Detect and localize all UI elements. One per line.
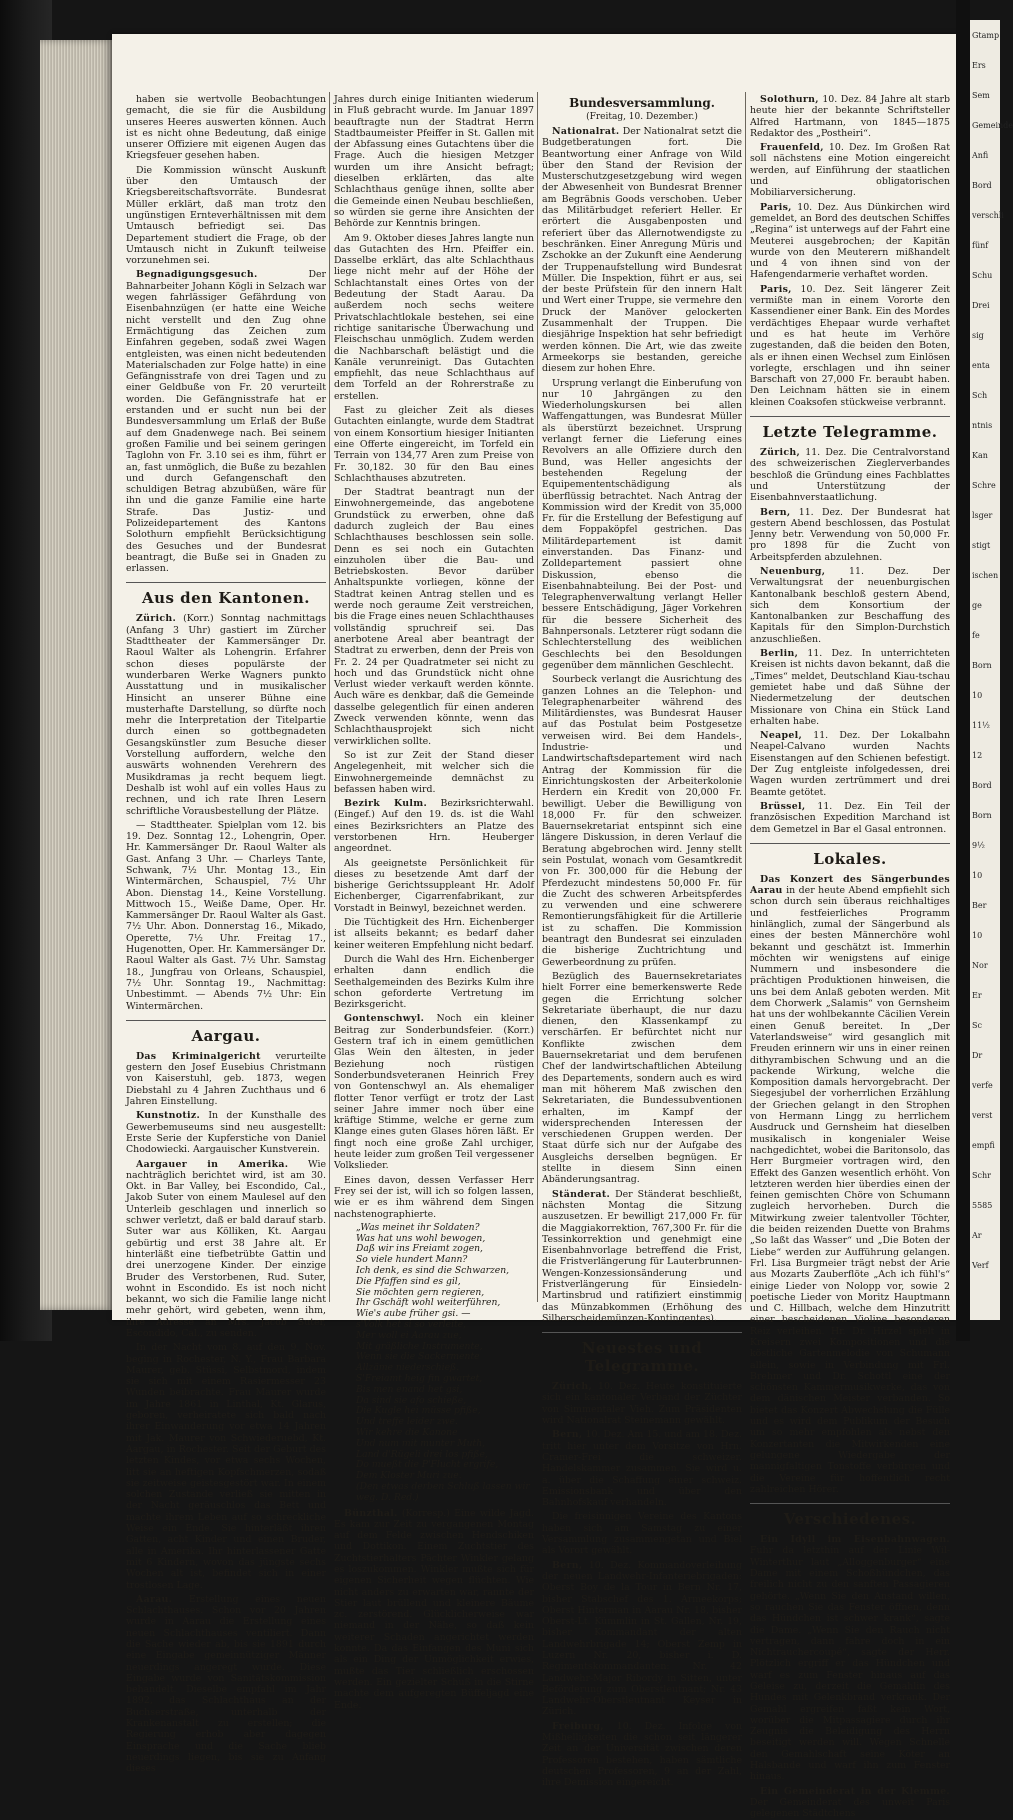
article-paragraph <box>126 613 326 816</box>
adjacent-page-fragment: Drei <box>972 301 990 310</box>
adjacent-page-fragment: 11½ <box>972 721 990 730</box>
column-4 <box>750 94 951 1820</box>
poem-verse: „Was meinet ihr Soldaten? Was hat uns wohl bewogen, Daß wir ins Freiamt zogen, So viele hundert Mann? Ich denk, es sind die Schwarzen, Die Pfaffen sind es gil, Sie möchten gern regieren, Ihr Gschäft wohl weiterführen, Wie's aube früher gsi. — s'Volk het si so verleite, Mer woll ei Aarau zue, Mit gräßliche Instrumente, Wenn sie die Sackermente Allzäme niederschieß. S'Freiamt heig fin gwartet, Bis men enand het gsi, Da sind sie afo schieße, Die Kugle hei müsse pfiße, Und treffe leider zwe. Wir kehre die Kanone Und num mit munter Muth, Land d'Rügeli drei los pfiße, Do mueßt die P'Flucht ergrife, Dem Kloster Muri zue. (Den etwas derben Schluß lassen wir weg. D. Red.) <box>356 1221 530 1503</box>
article-lead: Ständerat. <box>552 1188 611 1200</box>
article-lead: Brüssel, <box>760 800 806 812</box>
article-paragraph <box>750 730 950 798</box>
adjacent-page-fragment: Schu <box>972 271 993 280</box>
article-paragraph <box>750 1534 950 1783</box>
article-paragraph <box>542 126 742 375</box>
article-lead: Zürich, <box>552 1381 593 1393</box>
article-paragraph <box>750 1786 950 1820</box>
article-text: 10. Dez. 84 Jahre alt starb heute hier der bekannte Schriftsteller Alfred Hartmann, von 1845—1875 Redaktor des „Postheiri“. <box>750 94 950 139</box>
article-lead: Frauenfeld, <box>760 142 824 154</box>
article-paragraph <box>750 202 950 281</box>
article-lead: Freiburg, <box>552 1720 604 1732</box>
adjacent-page-fragment: ge <box>972 601 982 610</box>
article-paragraph <box>334 798 534 854</box>
article-paragraph <box>334 750 534 795</box>
article-paragraph <box>542 378 742 672</box>
article-text: 10. Dez. Kommandoverleihung der neuen Landwehr-Infanteriebrigaden: Oberst Boy de la Tour in Bern Nr. 17, bisher Stabschef des 1. Armeekorps; Oberst Hinterman in Aarau Nr. 18, bisher Oberst-Lt. Kümmlin in St. Gallen, Nr. 19, bisher Kommandant der alten Landwehrbrigade 14; Oberst Zemp in Luzern Nr. 20, bisher i. D. Regimentskommandanten: Nr. 42 Landwehr-Major Ribordy in Sitten, unter Beförderung zum Oberstleutnant; Nr. 43 Landwehr-Oberstleutnant Keyser in Zürich. <box>542 1559 742 1718</box>
article-text: Ursprung verlangt die Einberufung von nur 10 Jahrgängen zu den Wiederholungskursen bei allen Waffengattungen, was Bundesrat Müller als überstürzt bezeichnet. Ursprung verlangt ferner die Lieferung eines Revolvers an alle Offiziere durch den Bund, was Heller angesichts der bestehenden Regelung der Equipemententschädigung als überflüssig betrachtet. Nach Antrag der Kommission wird der Kredit von 35,000 Fr. für die Erstellung der Befestigung auf dem Foppaköpfel gestrichen. Das Militärdepartement ist damit einverstanden. Das Finanz- und Zolldepartement passiert ohne Diskussion, ebenso die Eisenbahnabteilung. Bei der Post- und Telegraphenverwaltung verlangt Heller bessere Entschädigung, Jäger Vorkehren für die bessere Sicherheit des Bahnpersonals. Letzterer rügt sodann die Schlechterstellung des weiblichen Geschlechts bei den Besoldungen gegenüber dem männlichen Geschlecht. <box>542 377 742 671</box>
adjacent-page-fragment: Schre <box>972 481 996 490</box>
right-gutter <box>956 0 970 1341</box>
section-heading: Neuestes und Telegramme. <box>542 1332 742 1375</box>
article-lead: Paris, <box>760 201 792 213</box>
article-paragraph <box>126 94 326 162</box>
article-text: Fuhr da letzthin auf der Linie Wil-Winterthur laut „Alloggenburger“ eine Dame mit einem Schoßhündchen, das freilich nicht zu den sanften Passagieren gehörte. „Wenn Sie den Anstand willen, so rauchen Sie das Fenster öffnen, denn das Hündchen ist schwer krank“, sagte die Dame. „Wenn Sie den Rauch nicht vertragen, dann fahre doch in ein Nichtrauchercoupé“, sagte der Herr. Plötzlich ergriff er das Hündchen und warf es zum Fenster hinaus auf das Geleise zu, derzeit die Gemahlin des Hundes mit Gelenkbrand verkrank. Der Gemahl ergreifen faßt kein Wort, worüber die Mitpassagiere durch ihr Zeugnis die Beleidigung des Herrn beseitigt werden will. Wegen Schnelle den Gemahlschaft seine Köter an Halsbande und warf ihn zum Fenster hinaus. <box>750 1545 950 1783</box>
article-paragraph <box>542 1721 742 1789</box>
column-rule <box>329 92 330 1302</box>
article-text: Die Tüchtigkeit des Hrn. Eichenberger ist allseits bekannt; es bedarf daher keiner weiteren Empfehlung nicht bedarf. <box>334 917 534 951</box>
article-text: 10. Dez. Am 15. und am 18. Dez. tritt hier unter dem Vorsitze von Hrn. Cramer-Frei die schweizer. Handelskammer zusammen. Sie wird u. a. über die Schaffung einer schweiz. Emissionsbank und über den Bahnhofskauf verhandeln. <box>542 1429 742 1509</box>
article-lead: Das Konzert des Sängerbundes Aarau <box>750 873 950 897</box>
adjacent-page-fragment: empfi <box>972 1141 995 1150</box>
article-dateline: (Freitag, 10. Dezember.) <box>586 112 698 122</box>
article-text: Bezirksrichterwahl. (Eingef.) Auf den 19. ds. ist die Wahl eines Bezirksrichters an Platze des verstorbenen Hrn. Heuberger angeordnet. <box>334 798 535 855</box>
article-text: 11. Dez. In unterrichteten Kreisen ist nichts davon bekannt, daß die „Times“ meldet, Deutschland Kiau-tschau gemietet habe und daß Sühne der Niedermetzelung der deutschen Missionare von China ein Stück Land erhalten habe. <box>750 648 950 727</box>
adjacent-page-edge <box>970 20 1013 1320</box>
adjacent-page-fragment: verst <box>972 1111 993 1120</box>
section-heading: Letzte Telegramme. <box>750 416 950 441</box>
adjacent-page-fragment: 10 <box>972 691 983 700</box>
adjacent-page-fragment: Verf <box>972 1261 989 1270</box>
article-text: Eines davon, dessen Verfasser Herr Frey sei der ist, will ich so folgen lassen, wie er es ihm während dem Singen nachstenographierte. <box>334 1174 534 1220</box>
article-paragraph <box>542 1560 742 1718</box>
article-text: Jahres durch einige Initianten wiederum in Fluß gebracht wurde. Im Januar 1897 beauftragte nun der Stadtrat Herrn Stadtbaumeister Pfeiffer in St. Gallen mit der Abfassung eines Gutachtens über die Frage. Auch die hiesigen Metzger wurden um ihre Ansicht befragt; dieselben erklärten, das alte Schlachthaus genüge ihnen, sollte aber die Gemeinde einen Neubau beschließen, so würden sie gerne ihre Ansichten der Behörde zur Kenntnis bringen. <box>334 94 534 230</box>
adjacent-page-fragment: 10 <box>972 871 983 880</box>
article-text: In der Kunsthalle des Gewerbemuseums sind neu ausgestellt: Erste Serie der Kupferstiche von Daniel Chodowiecki. Aargauischer Kunstverein. <box>126 1110 327 1156</box>
article-paragraph <box>750 507 950 563</box>
adjacent-page-fragment: Born <box>972 661 992 670</box>
article-paragraph <box>750 447 950 503</box>
article-text: 11. Dez. Der Verwaltungsrat der neuenburgischen Kantonalbank beschloß gestern Abend, sich dem Konsortium der Kantonalbanken zur Beschaffung des Kapitals für den Simplon-Durchstich anzuschließen. <box>750 565 950 645</box>
adjacent-page-fragment: Sch <box>972 391 988 400</box>
article-text: Der Gemeinderat des unweit Paris gelegenen Städtchens <box>750 1796 950 1820</box>
article-text: Der Stadtrat beantragt nun der Einwohnergemeinde, das angebotene Grundstück zu erwerben, ohne daß dadurch zugleich der Bau eines Schlachthauses beschlossen sein solle. Denn es sei noch ein Gutachten einzuholen über die Bau- und Betriebskosten. Bevor darüber Anhaltspunkte vorliegen, könne der Stadtrat keinen Antrag stellen und es werde noch geraume Zeit verstreichen, bis die Frage eines neuen Schlachthauses vollständig spruchreif sei. Das anerbotene Areal aber beantragt der Stadtrat zu erwerben, denn der Preis von Fr. 2. 24 per Quadratmeter sei nicht zu hoch und das Grundstück nicht ohne Verlust wieder verkauft werden könnte. Auch wäre es denkbar, daß die Gemeinde dasselbe gelegentlich für einen anderen Zweck verwenden könnte, wenn das Schlachthausprojekt sich nicht verwirklichen sollte. <box>334 487 534 747</box>
adjacent-page-fragment: Bord <box>972 181 992 190</box>
adjacent-page-fragment: Anfi <box>972 151 989 160</box>
article-paragraph <box>334 94 534 230</box>
column-rule <box>745 92 746 1302</box>
article-paragraph <box>750 566 950 645</box>
article-text: 10. Dez. Aus Dünkirchen wird gemeldet, an Bord des deutschen Schiffes „Regina“ ist unterwegs auf der Fahrt eine Meuterei ausgebrochen; der Kapitän wurde von den Meuterern mißhandelt und 4 von ihnen sind von der Hafengendarmerie verhaftet worden. <box>750 201 950 281</box>
article-text: Als geeignetste Persönlichkeit für dieses zu besetzende Amt darf der bisherige Gerichtssuppleant Hr. Adolf Eichenberger, Cigarrenfabrikant, zur Vorstadt in Beinwyl, bezeichnet werden. <box>334 857 534 914</box>
article-paragraph <box>126 165 326 267</box>
page-edges <box>40 40 114 1310</box>
article-paragraph <box>334 858 534 914</box>
article-paragraph <box>334 917 534 951</box>
newspaper-page <box>112 34 956 1820</box>
article-text: Sourbeck verlangt die Ausrichtung des ganzen Lohnes an die Telephon- und Telegraphenarbeiter während des Militärdienstes, was Bundesrat Hauser auf das Postulat beim Postgesetze verweisen wird. Bei dem Handels-, Industrie- und Landwirtschaftsdepartement wird nach Antrag der Kommission für die Einrichtungskosten der Arbeiterkolonie Herdern ein Kredit von 20,000 Fr. bewilligt. Ueber die Bewilligung von 18,000 Fr. für den schweizer. Bauernsekretariat entspinnt sich eine längere Diskussion, in deren Verlauf die Beratung abgebrochen wird. Jenny stellt sein Postulat, wonach vom Gesamtkredit von Fr. 300,000 für die Hebung der Pferdezucht mindestens 50,000 Fr. für die Zucht des schweren Arbeitspferdes zu verwenden und eine schwerere Remontierungsfähigkeit für die Artillerie ist zu schaffen. Die Kommission beantragt den Bundesrat sei einzuladen die bisherige Zuchtrichtung und Gewerbeordnung zu prüfen. <box>542 674 742 968</box>
article-text: Die freisinnigen Vereine des Kantons haben sich am Samstag zu einer Versammlung zusammengetan und Biel als Vorort gewählt. <box>542 1511 742 1557</box>
article-paragraph <box>334 1175 534 1220</box>
article-text: Durch die Wahl des Hrn. Eichenberger erhalten dann endlich die Seethalgemeinden des Bezirks Kulm ihre schon geforderte Vertretung im Bezirksgericht. <box>334 953 534 1011</box>
column-rule <box>537 92 538 1302</box>
adjacent-page-fragment: 9½ <box>972 841 985 850</box>
article-text: — Stadttheater. Spielplan vom 12. bis 19. Dez. Sonntag 12., Lohengrin, Oper. Hr. Kammersänger Dr. Raoul Walter als Gast. Anfang 3 Uhr. — Charleys Tante, Schwank, 7½ Uhr. Montag 13., Ein Wintermärchen, Schauspiel, 7½ Uhr Abon. Dienstag 14., Keine Vorstellung. Mittwoch 15., Weiße Dame, Oper. Hr. Kammersänger Dr. Raoul Walter als Gast. 7½ Uhr. Abon. Donnerstag 16., Mikado, Operette, 7½ Uhr. Freitag 17., Hugenotten, Oper. Hr. Kammersänger Dr. Raoul Walter als Gast. 7½ Uhr. Samstag 18., Jungfrau von Orleans, Schauspiel, 7½ Uhr. Sonntag 19., Nachmittag: Unbestimmt. — Abends 7½ Uhr: Ein Wintermärchen. <box>126 819 326 1012</box>
adjacent-page-fragment: Dr <box>972 1051 983 1060</box>
article-text: 10. Dez. Im Großen Rat soll nächstens eine Motion eingereicht werden, auf Einführung der staatlichen und obligatorischen Mobiliarversicherung. <box>750 142 950 199</box>
article-lead: Bezirk Kulm. <box>344 798 428 810</box>
adjacent-page-fragment: verschli <box>972 211 1004 220</box>
article-lead: Bünzthal. <box>344 1507 398 1519</box>
article-paragraph <box>126 1110 326 1155</box>
section-heading: Lokales. <box>750 843 950 868</box>
article-lead: Das Kriminalgericht <box>136 1050 261 1062</box>
article-lead: Bern, <box>552 1429 583 1441</box>
article-text: So ist zur Zeit der Stand dieser Angelegenheit, mit welcher sich die Einwohnergemeinde demnächst zu befassen haben wird. <box>334 749 534 795</box>
article-lead: Paris, <box>760 283 792 295</box>
article-lead: Nationalrat. <box>552 126 620 137</box>
article-paragraph <box>126 820 326 1012</box>
adjacent-page-fragment: Kan <box>972 451 988 460</box>
article-paragraph <box>542 971 742 1186</box>
adjacent-page-fragment: Sem <box>972 91 990 100</box>
article-text: in der heute Abend empfiehlt sich schon durch sein überaus reichhaltiges und festfeierliches Programm hinlänglich, zumal der Sängerbund als eines der besten Männerchöre wohl bekannt und geschätzt ist. Immerhin möchten wir wenigstens auf einige Nummern und insbesondere die prächtigen Produktionen hinweisen, die uns bei dem Anlaß geboten werden. Mit dem Chorwerk „Salamis“ von Gernsheim hat uns der wohlbekannte Cäcilien Verein einen Genuß bereitet. In „Der Vaterlandsweise“ wird gesanglich mit Freuden erinnern wir uns in einer reinen dithyrambischen Schwung und an die packende Wirkung, welche die Komposition damals hervorgebracht. Der Siegesjubel der vorherrlichen Erzählung der Griechen gelangt in den Strophen von Hermann Lingg zu herrlichem Ausdruck und Gernsheim hat dieselben musikalisch in kongenialer Weise nachgedichtet, wobei die Baritonsolo, das Herr Burgmeier vortragen wird, den Effekt des Ganzen wesentlich erhöht. Von letzteren werden hier überdies einen der feinen gemischten Chöre von Schumann zugleich hervorheben. Durch die Mitwirkung zweier talentvoller Töchter, die beiden reizenden Duette von Brahms „So laßt das Wasser“ und „Die Boten der Liebe“ werden zur Aufführung gelangen. Frl. Lisa Burgmeier trägt nebst der Arie aus Mozarts Zauberflöte „Ach ich fühl's“ einige Lieder von Nolopp vor, sowie 2 poetische Lieder von Moritz Hauptmann und C. Hillbach, welche dem Hinzutritt einer bescheidenen Violine besonderen Reiz verleihen. Hr. Dr. Hirzel spielt in Kreisern zwei Kompositionen und die köstliche Gartenmelodie von Schumann allein, sowie in Verbindung mit Frl. Brehmer und Dr. Schottl eine der schönsten Kammermusikwerke, das von dem dänischen Meister verbanden. So bietet das Konzert Abwechslung die Fülle und es wird dem Publikum der Besuch um so mehr empfohlen als nebst den Konzertanten die Mitwirkenden eine gelungene Wiedergabe der mannigfaltigen Tonstoffe verbürgen und die Vereine für hoffentlich recht zahlreichen Hörer. <box>750 885 950 1495</box>
article-text: Am 9. Oktober dieses Jahres langte nun das Gutachten des Hrn. Pfeiffer ein. Dasselbe erklärt, das alte Schlachthaus liege nicht mehr auf der Höhe der Schlachtanstalt eines Ortes von der Bedeutung der Stadt Aarau. Da außerdem noch sechs weitere Privatschlachtlokale bestehen, sei eine richtige sanitarische Überwachung und Fleischschau unmöglich. Zudem werden die Nachbarschaft belästigt und die Kanäle verunreinigt. Das Gutachten empfiehlt, das neue Schlachthaus auf dem Torfeld an der Rohrerstraße zu erstellen. <box>334 232 534 402</box>
adjacent-page-fragment: Schr <box>972 1171 991 1180</box>
adjacent-page-fragment: fe <box>972 631 980 640</box>
article-text: 10. Dez. Heute konstituierte sich ein kantonaler Verband der Züchter von Simmentaler Vieh. Zum Präsidenten wird Nationalrat Steinemann gewählt. <box>542 1381 742 1427</box>
adjacent-page-fragment: Born <box>972 811 992 820</box>
article-text: Die Kommission wünscht Auskunft über den Umtausch der Kriegsbereitschaftsvorräte. Bundesrat Müller erklärt, daß man trotz den ungünstigen Ernteverhältnissen mit dem Umtausch befriedigt sei. Das Departement studiert die Frage, ob der Umtausch nicht in Zukunft teilweise vorzunehmen sei. <box>126 164 326 267</box>
article-lead: Bern, <box>760 506 791 518</box>
adjacent-page-fragment: verfe <box>972 1081 993 1090</box>
adjacent-page-fragment: stigt <box>972 541 991 550</box>
adjacent-page-fragment: 12 <box>972 751 983 760</box>
article-paragraph <box>334 487 534 747</box>
article-paragraph <box>334 405 534 484</box>
article-lead: Zürich. <box>136 613 177 625</box>
adjacent-page-fragment: Bord <box>972 781 992 790</box>
adjacent-page-fragment: Er <box>972 991 982 1000</box>
adjacent-page-fragment: lsger <box>972 511 993 520</box>
article-lead: Gontenschwyl. <box>344 1013 425 1025</box>
article-text: Wie nachträglich berichtet wird, ist am 30. Okt. in Bar Valley, bei Escondido, Cal., Jakob Suter von einem Maulesel auf den Unterleib geschlagen und innerlich so schwer verletzt, daß er bald darauf starb. Suter war aus Kölliken, Kt. Aargau gebürtig und erst 38 Jahre alt. Er hinterläßt eine tiefbetrübte Gattin und drei unerzogene Kinder. Der einzige Bruder des Verstorbenen, Rud. Suter, wohnt in Escondido. Es ist noch nicht bekannt, wo sich die Familie lange nicht mehr gehört, wird gebeten, wenn ihm, ihre Adresse an Mrs. Jacob Suter, Escondido, Cal., zu senden. <box>126 1158 326 1339</box>
column-3 <box>542 94 743 1789</box>
article-text: verurteilte gestern den Josef Eusebius Christmann von Kaiserstuhl, geb. 1873, wegen Diebstahl zu 4 Jahren Zuchthaus und 6 Jahren Einstellung. <box>126 1050 326 1108</box>
article-lead: Kunstnotiz. <box>136 1110 201 1122</box>
section-heading: Aus den Kantonen. <box>126 582 326 607</box>
article-text: Fast zu gleicher Zeit als dieses Gutachten einlangte, wurde dem Stadtrat von einem Konsortium hiesiger Initianten eine Offerte eingereicht, im Torfeld ein Terrain von 134,77 Aren zum Preise von Fr. 30,182. 30 für den Bau eines Schlachthauses abzutreten. <box>334 405 534 484</box>
adjacent-page-fragment: 5585 <box>972 1201 993 1210</box>
article-text: 10. Dez. Seit längerer Zeit vermißte man in einem Vororte den Kassendiener einer Bank. Ein des Mordes verdächtiges Ehepaar wurde verhaftet und es hat heute im Verhöre zugestanden, daß die beiden den Boten, als er ihnen einen Wechsel zum Einlösen vorlegte, erschlagen und ihn seiner Barschaft von 27,000 Fr. beraubt haben. Den Leichnam hätten sie in einem kleinen Coaksofen stückweise verbrannt. <box>750 283 950 408</box>
article-text: (Korr.) Sonntag nachmittags (Anfang 3 Uhr) gastiert im Zürcher Stadttheater der Kammersänger Dr. Raoul Walter als Lohengrin. Erfahrer schon dieses populärste der wunderbaren Werke Wagners punkto Ausstattung und in musikalischer Hinsicht an unserer Bühne eine musterhafte Darstellung, so dürfte noch mehr die Interpretation der Titelpartie durch einen so gottbegnadeten Gesangskünstler zum Besuche dieser Vorstellung auffordern, welche den auswärts wohnenden Verehrern des Musikdramas ja recht bequem liegt. Deshalb ist wohl auf ein volles Haus zu rechnen, und ich rate Ihren Lesern schriftliche Vorausbestellung der Plätze. <box>126 613 327 817</box>
article-paragraph <box>126 1051 326 1107</box>
article-paragraph <box>334 1013 534 1171</box>
article-heading: Bundesversammlung. <box>569 96 715 110</box>
adjacent-page-fragment: sig <box>972 331 984 340</box>
adjacent-page-fragment: Nor <box>972 961 988 970</box>
adjacent-page-fragment: ntnis <box>972 421 993 430</box>
article-paragraph <box>750 284 950 408</box>
article-lead: Aarau. <box>136 1593 173 1605</box>
article-lead: Zürich, <box>760 447 801 459</box>
article-paragraph <box>334 954 534 1010</box>
article-text: Bezüglich des Bauernsekretariates hielt Forrer eine bemerkenswerte Rede gegen die Errichtung solcher Sekretariate überhaupt, die nur dazu dienen, den Klassenkampf zu verschärfen. Er befürchtet nicht nur Konflikte zwischen dem Bauernsekretariat und dem berufenen Chef der landwirtschaftlichen Abteilung des Departements, sondern auch es wird man mit höherem Maß zwischen den Sekretariaten, die Bundessubventionen erhalten, im Kampf der widersprechenden Interessen der verschiedenen Gruppen werden. Der Staat dürfe sich nur der Aufgabe des Ausgleichs derselben begnügen. Er stellte in diesem Sinn einen Abänderungsantrag. <box>542 970 742 1186</box>
column-1 <box>126 94 327 1775</box>
article-paragraph <box>750 142 950 198</box>
article-paragraph <box>750 801 950 835</box>
adjacent-page-fragment: Ers <box>972 61 986 70</box>
article-paragraph <box>126 1159 326 1340</box>
article-paragraph <box>542 1189 742 1325</box>
article-text: 11. Dez. Die Centralvorstand des schweizerischen Zieglerverbandes beschloß die Gründung eines Fachblattes und Unterstützung der Eisenbahnverstaatlichung. <box>750 447 950 504</box>
adjacent-page-fragment: Ar <box>972 1231 982 1240</box>
article-lead: Neuenburg, <box>760 565 826 577</box>
article-lead: Aargauer in Amerika. <box>136 1158 289 1170</box>
article-text: 10. Dez. Infolge von Mißhelligkeiten die schon seit längerer Zeit an der Universität zwischen deren Professoren bestehen, haben sämtliche deutschen Professoren, 9 an der Zahl, ihre Demission eingereicht. <box>542 1720 742 1789</box>
article-lead: Neapel, <box>760 730 803 742</box>
section-heading: Aargau. <box>126 1020 326 1045</box>
article-text: (Korresp.) Eine wilde Jagd. Es kam zur Zeit zu vergangenen Montag auf dem Felde zwischen Hendschiken und Dottikon. Einem Zuchtstier des Zuchtstierhalters Pächter Winkler gelang es loszukommen. Winkler mußte sich für eigenen Sicherheit wegen flüchten. Wie nicht anders zu erwarten war, rannte der Stier laut brüllend und kleinere Bäume zc. zerstörend. Glücklicherweise war niemand in der Nähe, so daß kein weiterer Schaden angerichtet werden konnte. Da das Einfangen des Muni sich als ein Ding der Unmöglichkeit erwies, mußte das Tier schließlich erschossen werden. Ein gezielter Schuß in die Stirne machte dem aufgeregten Büffeljagd eine Ende. <box>334 1507 534 1711</box>
article-lead: Ein Idyll im Eisenbahnwagen. <box>760 1534 950 1546</box>
article-lead: Bern, <box>552 1559 583 1571</box>
adjacent-page-fragment: Gemeinde <box>972 121 1013 130</box>
article-paragraph <box>542 1429 742 1508</box>
article-text: 11. Dez. Ein Teil der französischen Expedition Marchand ist dem Gemetzel in Bar el Gasal entronnen. <box>750 800 950 835</box>
article-lead: Berlin, <box>760 648 799 660</box>
article-text: 11. Dez. Der Lokalbahn Neapel-Calvano wurden Nachts Eisenstangen auf den Schienen befestigt. Der Zug entgleiste infolgedessen, drei Wagen wurden zertrümmert und drei Beamte getötet. <box>750 730 950 798</box>
article-paragraph <box>750 94 950 139</box>
adjacent-page-fragment: enta <box>972 361 990 370</box>
article-paragraph <box>542 1511 742 1556</box>
adjacent-page-fragment: 10 <box>972 931 983 940</box>
column-2 <box>334 94 535 1711</box>
adjacent-page-fragment: ischen <box>972 571 999 580</box>
article-paragraph <box>334 1508 534 1711</box>
article-paragraph <box>334 233 534 402</box>
article-text: 11. Dez. Der Bundesrat hat gestern Abend beschlossen, das Postulat Jenny betr. Verwendung von 50,000 Fr. pro 1898 für die Zucht von Arbeitspferden abzulehnen. <box>750 506 951 563</box>
article-text: Noch ein kleiner Beitrag zur Sonderbundsfeier. (Korr.) Gestern traf ich in einem gemütlichen Glas Wein den ältesten, in jeder Beziehung noch rüstigen Sonderbundsveteranen Heinrich Frey von Gontenschwyl an. Als ehemaliger flotter Tenor verfügt er trotz der Last seiner Jahre immer noch über eine kräftige Stimme, welche er gerne zum Klange eines guten Glases hören läßt. Er fingt noch eine große Zahl urchiger, heute leider zum großen Teil vergessener Volkslieder. <box>334 1013 534 1172</box>
section-heading: Verschiedenes. <box>750 1503 950 1528</box>
article-paragraph <box>126 1594 326 1775</box>
article-text: In der Nacht vom 8. auf den 9. Nov. beging in Rochester, N. Y., Frau Barbara Maurer, geb. Stüssi, Selbstmord, indem sie sich mit einem Rasiermesser 23 Wunden beibrachte. Frau Maurer wurde im Jahre 1861 in Linthal, Kt. Glarus, geboren, verheiratete sich bald nach ihrer Einwanderung vor etwa 14 Jahren mit Jak. Maurer von Schwiederuebd, Kt. Aargau, in Rochester. Seit der Geburt des letzten Kindes, vor etwa sechs Wochen, litt sie an heftigen Kopfschmerzen, sodaß sie zeitweise geistesgestört war. In einem solchen Zustande verließ sie mitten in der Nacht geräuschlos das Bett und machte ihrem Leben auf so schreckliche Weise ein Ende. Sie hinterläßt ihren Gatten, acht Kinder und einen Bruder, alle in Amerika. Ihr hinterlassener Gatte mit 6 Kindern, wovon das jüngste sechs Wochen alt ist, befindet sich in einer trostlosen Lage. <box>126 1342 326 1591</box>
article-text: Der Ständerat beschließt, nächsten Montag die Sitzung auszusetzen. Er bewilligt 217,000 Fr. für die Maggiakorrektion, 767,300 Fr. für die Tessinkorrektion und genehmigt eine Eisenbahnvorlage betreffend die Frist, die Fristverlängerung für Lauterbrunnen-Wengen-Konzessionsänderung und Fristverlängerung für Einsiedeln-Martinsbrud und ratifiziert einstimmig das Münzabkommen (Erhöhung des Silberscheidemünzen-Kontingentes). <box>542 1188 743 1324</box>
article-paragraph <box>750 648 950 727</box>
article-paragraph <box>750 874 950 1495</box>
article-paragraph <box>126 1342 326 1591</box>
adjacent-page-fragment: fünf <box>972 241 989 250</box>
article-lead: Ein Gemeinderat in der Klemme. <box>760 1785 950 1797</box>
article-paragraph <box>542 674 742 968</box>
article-paragraph <box>126 269 326 574</box>
article-paragraph <box>542 1381 742 1426</box>
adjacent-page-fragment: Sc <box>972 1021 982 1030</box>
adjacent-page-fragment: Gtamp <box>972 31 1000 40</box>
article-text: Der Nationalrat setzt die Budgetberatungen fort. Die Beantwortung einer Anfrage von Wild über den Stand der Revision der Musterschutzgesetzgebung wird wegen der Abwesenheit von Bundesrat Brenner am Begräbnis Goods verschoben. Ueber das Militärbudget referiert Heller. Er erörtert die Ausgabenposten und referiert über das Allernotwendigste zu beschränken. Einer Anregung Müris und Zschokke an der Zukunft eine Aenderung der Truppenaufstellung wird Bundesrat Müller. Die Inspektion, führt er aus, sei der beste Prüfstein für den innern Halt und Wert einer Truppe, sie vermehre den Druck der Manöver gelockerten Zusammenhalt der Truppen. Die diesjährige Inspektion hat sehr befriedigt werden können. Die Art, wie das zweite Armeekorps sie bestanden, gereiche diesem zur hohen Ehre. <box>542 126 742 375</box>
article-text: haben sie wertvolle Beobachtungen gemacht, die sie für die Ausbildung unseres Heeres auswerten können. Auch ist es nicht ohne Bedeutung, daß einige unserer Offiziere mit eigenen Augen das Kriegsfeuer gesehen haben. <box>126 94 326 162</box>
article-lead: Begnadigungsgesuch. <box>136 269 258 281</box>
article-lead: Solothurn, <box>760 94 819 105</box>
adjacent-page-fragment: Ber <box>972 901 987 910</box>
article-text: Der Bahnarbeiter Johann Kögli in Selzach war wegen fahrlässiger Gefährdung von Eisenbahnzügen (er hatte eine Weiche nicht verstellt und den Zug ohne Ermächtigung das Zeichen zum Einfahren gegeben, sodaß zwei Wagen entgleisten, was einen nicht bedeutenden Materialschaden zur Folge hatte) in eine Gefängnisstrafe von drei Tagen und zu einer Geldbuße von Fr. 20 verurteilt worden. Die Gefängnisstrafe hat er erstanden und er sucht nun bei der Bundesversammlung um Erlaß der Buße auf dem Gnadenwege nach. Bei seinem großen Familie und bei seinem geringen Taglohn von Fr. 3.10 sei es ihm, führt er an, fast unmöglich, die Buße zu bezahlen und durch Gefangenschaft den schuldigen Betrag abzubüßen, wäre für ihn und die ganze Familie eine harte Strafe. Das Justiz- und Polizeidepartement des Kantons Solothurn empfiehlt Berücksichtigung des Gesuches und der Bundesrat beantragt, die Buße sei in Gnaden zu erlassen. <box>126 269 326 575</box>
article-text: Erstellung eines neuen Schlachthauses. Schon vor 20 Jahren wurde in Aarau die Erstellung eines neuen Schlachthauses ventiliert. Dann die Sache wieder ab, bis sie 1891 durch eine Eingabe gemeinnütziger Männer neuerdings angeregt wurde. Diese Eingabe wurde von Sanitätskommission behandelt. Dieselbe empfahl im Jahr 1892, das Schlachthaus an der Buchserstraße, unterhalb der Krankenanstalt zu erstellen; die Regierung erhob aber dagegen Einsprache und die Sache blieb neuerdings liegen, bis sie zu Anfang dieses <box>126 1593 327 1775</box>
